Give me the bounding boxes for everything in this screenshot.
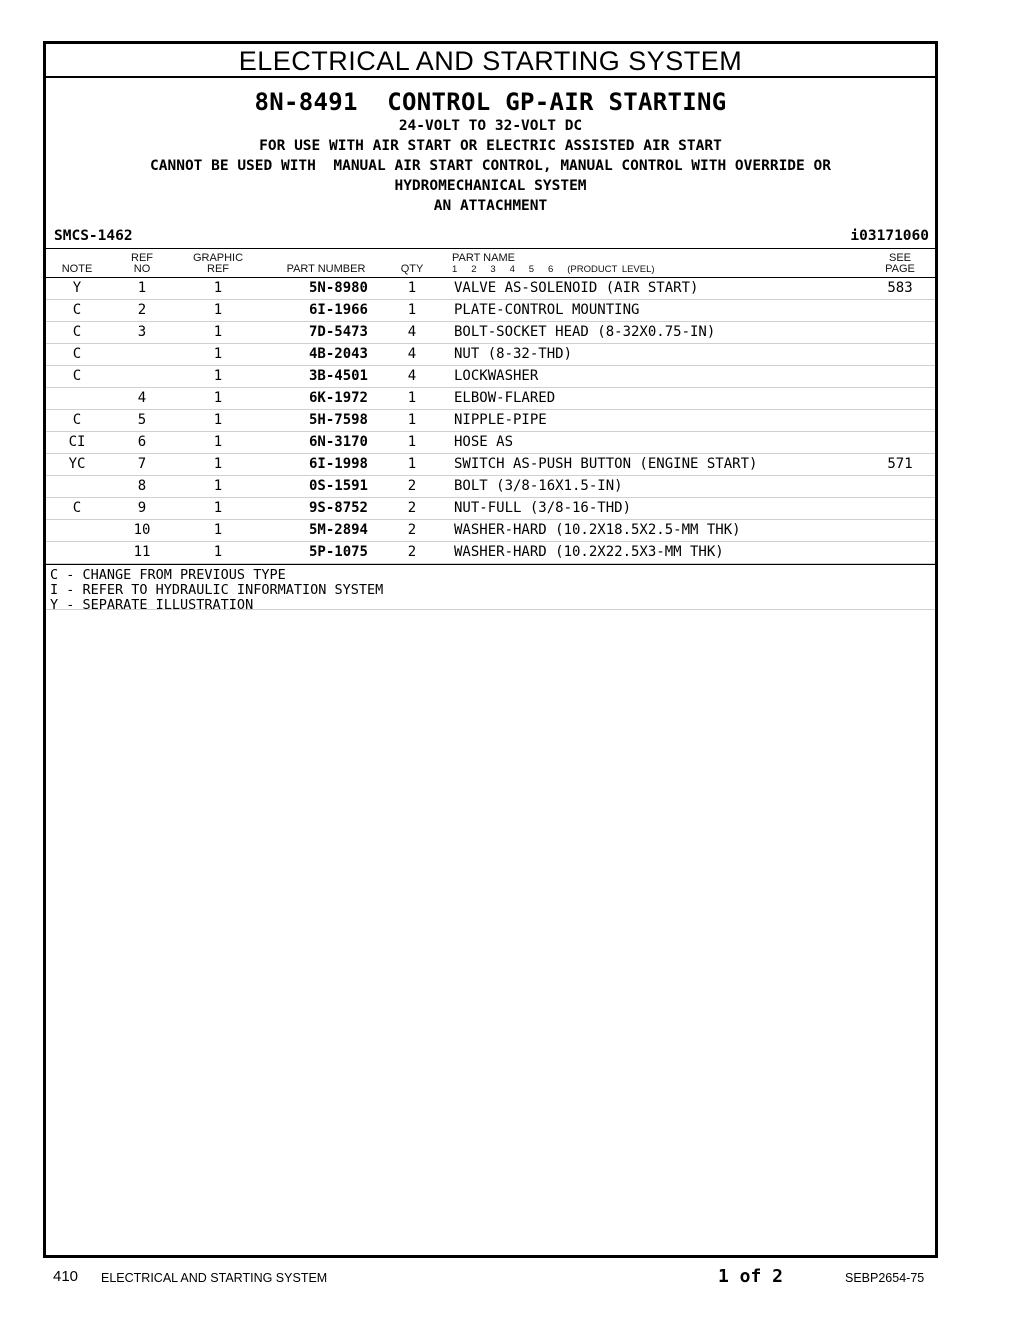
row-graphic-ref: 1 [213,324,223,340]
table-row [46,278,935,300]
row-graphic-ref: 1 [213,456,223,472]
col-note: NOTE [61,263,93,275]
row-ref-no: 11 [133,544,151,560]
legend-item: I - REFER TO HYDRAULIC INFORMATION SYSTEM [50,582,384,598]
row-part-name: BOLT-SOCKET HEAD (8-32X0.75-IN) [454,324,716,340]
row-part-number: 5H-7598 [308,412,368,428]
row-part-number: 5M-2894 [308,522,368,538]
section-title: ELECTRICAL AND STARTING SYSTEM [46,44,935,78]
page-frame [43,41,938,1258]
row-part-name: PLATE-CONTROL MOUNTING [454,302,640,318]
row-see-page: 583 [887,280,913,296]
row-graphic-ref: 1 [213,368,223,384]
row-graphic-ref: 1 [213,478,223,494]
group-title: 8N-8491 CONTROL GP-AIR STARTING [254,88,727,116]
table-row [46,388,935,410]
row-note: Y [72,280,82,296]
row-qty: 2 [407,544,417,560]
row-part-number: 6K-1972 [308,390,368,406]
row-part-name: LOCKWASHER [454,368,539,384]
row-ref-no: 9 [137,500,147,516]
row-part-number: 5N-8980 [308,280,368,296]
row-graphic-ref: 1 [213,412,223,428]
row-part-name: SWITCH AS-PUSH BUTTON (ENGINE START) [454,456,758,472]
row-graphic-ref: 1 [213,390,223,406]
row-qty: 2 [407,478,417,494]
row-ref-no: 4 [137,390,147,406]
row-note: C [72,346,82,362]
row-qty: 1 [407,456,417,472]
table-row [46,432,935,454]
row-graphic-ref: 1 [213,434,223,450]
row-qty: 1 [407,390,417,406]
row-part-name: HOSE AS [454,434,514,450]
smcs-code: SMCS-1462 [54,228,133,244]
row-part-number: 5P-1075 [308,544,368,560]
smcs-row [46,226,935,249]
row-part-number: 9S-8752 [308,500,368,516]
table-row [46,322,935,344]
row-ref-no: 5 [137,412,147,428]
page-footer [0,1262,1020,1292]
legend [46,564,935,613]
row-ref-no: 3 [137,324,147,340]
row-note: C [72,324,82,340]
page-of: 1 of 2 [718,1266,784,1287]
row-part-name: NIPPLE-PIPE [454,412,547,428]
row-part-name: ELBOW-FLARED [454,390,556,406]
col-see-page: SEE PAGE [885,252,915,275]
row-part-number: 4B-2043 [308,346,368,362]
legend-item: Y - SEPARATE ILLUSTRATION [50,597,254,613]
table-row [46,542,935,564]
row-graphic-ref: 1 [213,346,223,362]
group-header [46,88,935,216]
row-part-number: 6I-1966 [308,302,368,318]
document-number: SEBP2654-75 [845,1271,925,1285]
row-ref-no: 6 [137,434,147,450]
table-row [46,520,935,542]
row-part-name: NUT (8-32-THD) [454,346,573,362]
table-row [46,410,935,432]
parts-table [46,278,935,564]
row-part-name: BOLT (3/8-16X1.5-IN) [454,478,623,494]
row-qty: 1 [407,302,417,318]
table-row [46,344,935,366]
row-qty: 1 [407,434,417,450]
row-note: CI [68,434,86,450]
table-row [46,454,935,476]
row-graphic-ref: 1 [213,302,223,318]
row-part-name: NUT-FULL (3/8-16-THD) [454,500,632,516]
col-ref-no: REF NO [131,252,153,275]
group-subline-4: HYDROMECHANICAL SYSTEM [394,178,587,194]
row-see-page: 571 [887,456,913,472]
legend-item: C - CHANGE FROM PREVIOUS TYPE [50,567,286,583]
table-row [46,498,935,520]
row-note: C [72,412,82,428]
row-part-number: 3B-4501 [308,368,368,384]
column-headers [46,249,935,278]
group-subline-1: 24-VOLT TO 32-VOLT DC [398,118,583,134]
row-qty: 1 [407,280,417,296]
row-ref-no: 10 [133,522,151,538]
col-graphic-ref: GRAPHIC REF [192,252,244,275]
group-subline-2: FOR USE WITH AIR START OR ELECTRIC ASSISTED AIR START [259,138,722,154]
row-qty: 2 [407,522,417,538]
row-graphic-ref: 1 [213,544,223,560]
row-note: C [72,368,82,384]
row-part-number: 6I-1998 [308,456,368,472]
row-ref-no: 7 [137,456,147,472]
col-qty: QTY [400,263,424,275]
footer-section: ELECTRICAL AND STARTING SYSTEM [101,1271,328,1285]
row-note: C [72,500,82,516]
row-ref-no: 8 [137,478,147,494]
row-ref-no: 2 [137,302,147,318]
page-number: 410 [53,1268,79,1285]
row-qty: 4 [407,346,417,362]
row-qty: 4 [407,368,417,384]
group-subline-3: CANNOT BE USED WITH MANUAL AIR START CONTROL, MANUAL CONTROL WITH OVERRIDE OR [150,158,831,174]
col-part-name: PART NAME [452,252,515,264]
row-part-number: 7D-5473 [308,324,368,340]
table-row [46,366,935,388]
group-subline-5: AN ATTACHMENT [433,198,548,214]
row-qty: 4 [407,324,417,340]
col-part-number: PART NUMBER [286,263,366,275]
table-row [46,300,935,322]
illustration-id: i03171060 [850,228,929,244]
row-note: C [72,302,82,318]
row-part-name: WASHER-HARD (10.2X18.5X2.5-MM THK) [454,522,741,538]
table-row [46,476,935,498]
row-part-number: 6N-3170 [308,434,368,450]
row-part-name: WASHER-HARD (10.2X22.5X3-MM THK) [454,544,724,560]
row-part-name: VALVE AS-SOLENOID (AIR START) [454,280,699,296]
row-graphic-ref: 1 [213,500,223,516]
row-ref-no: 1 [137,280,147,296]
row-qty: 1 [407,412,417,428]
row-note: YC [68,456,86,472]
col-product-levels: 1 2 3 4 5 6 (PRODUCT LEVEL) [452,264,655,275]
row-graphic-ref: 1 [213,280,223,296]
row-qty: 2 [407,500,417,516]
row-part-number: 0S-1591 [308,478,368,494]
row-graphic-ref: 1 [213,522,223,538]
